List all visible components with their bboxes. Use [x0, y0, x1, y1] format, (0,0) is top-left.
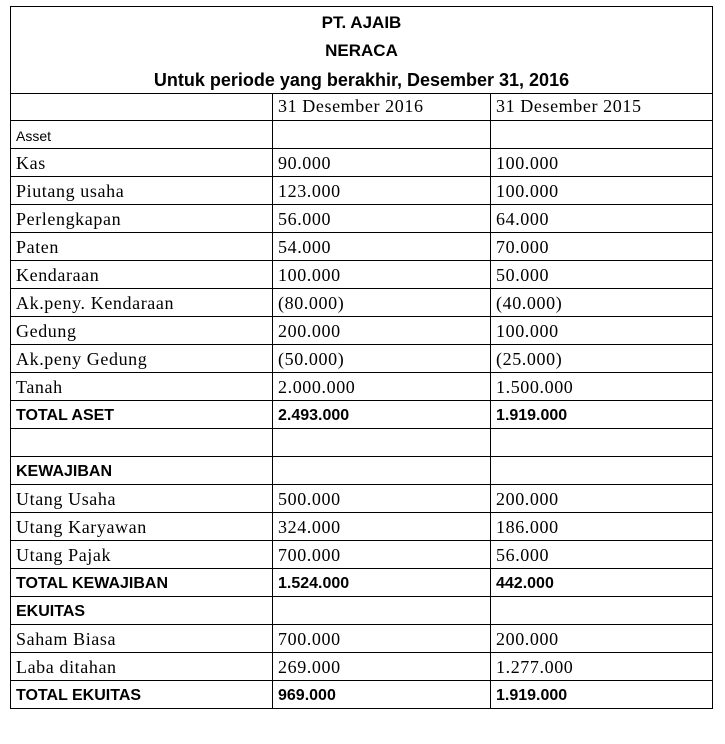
value-2015: 70.000 [491, 233, 712, 261]
value-2016: 90.000 [273, 149, 491, 177]
value-2016: (50.000) [273, 345, 491, 373]
table-row [11, 317, 712, 345]
value-2016 [273, 457, 491, 485]
column-header-row [11, 93, 712, 121]
row-label: Piutang usaha [11, 177, 273, 205]
column-header-2016: 31 Desember 2016 [273, 94, 491, 121]
table-row [11, 625, 712, 653]
table-row [11, 597, 712, 625]
row-label: Utang Karyawan [11, 513, 273, 541]
table-row [11, 121, 712, 149]
table-body [11, 121, 712, 709]
column-header-2015: 31 Desember 2015 [491, 94, 712, 121]
value-2016: 700.000 [273, 541, 491, 569]
row-label: Ak.peny. Kendaraan [11, 289, 273, 317]
value-2016 [273, 429, 491, 457]
value-2016: 969.000 [273, 681, 491, 709]
value-2015: 64.000 [491, 205, 712, 233]
row-label: Asset [11, 121, 273, 149]
table-row [11, 653, 712, 681]
value-2016: 700.000 [273, 625, 491, 653]
table-row [11, 233, 712, 261]
value-2016: 123.000 [273, 177, 491, 205]
value-2015 [491, 121, 712, 149]
value-2016: (80.000) [273, 289, 491, 317]
table-row [11, 429, 712, 457]
value-2015: 442.000 [491, 569, 712, 597]
value-2015: 100.000 [491, 177, 712, 205]
table-row [11, 541, 712, 569]
table-row [11, 401, 712, 429]
value-2016: 269.000 [273, 653, 491, 681]
row-label: TOTAL KEWAJIBAN [11, 569, 273, 597]
value-2015: (40.000) [491, 289, 712, 317]
table-row [11, 205, 712, 233]
value-2016: 1.524.000 [273, 569, 491, 597]
table-row [11, 485, 712, 513]
value-2016: 2.000.000 [273, 373, 491, 401]
row-label: EKUITAS [11, 597, 273, 625]
row-label: KEWAJIBAN [11, 457, 273, 485]
report-period: Untuk periode yang berakhir, Desember 31, 2016 [153, 70, 570, 90]
value-2015: 100.000 [491, 149, 712, 177]
value-2016 [273, 597, 491, 625]
table-row [11, 177, 712, 205]
value-2016: 200.000 [273, 317, 491, 345]
value-2015: 1.277.000 [491, 653, 712, 681]
value-2016: 2.493.000 [273, 401, 491, 429]
row-label: Paten [11, 233, 273, 261]
value-2015: 1.500.000 [491, 373, 712, 401]
row-label: Saham Biasa [11, 625, 273, 653]
table-row [11, 289, 712, 317]
row-label: Utang Pajak [11, 541, 273, 569]
value-2015 [491, 429, 712, 457]
row-label: TOTAL EKUITAS [11, 681, 273, 709]
value-2016: 100.000 [273, 261, 491, 289]
table-row [11, 513, 712, 541]
value-2016: 54.000 [273, 233, 491, 261]
table-row [11, 569, 712, 597]
report-title: NERACA [325, 41, 398, 60]
table-row [11, 345, 712, 373]
row-label: Tanah [11, 373, 273, 401]
row-label: Ak.peny Gedung [11, 345, 273, 373]
row-label: Kas [11, 149, 273, 177]
value-2015: 50.000 [491, 261, 712, 289]
value-2016: 324.000 [273, 513, 491, 541]
value-2015: 56.000 [491, 541, 712, 569]
row-label: Kendaraan [11, 261, 273, 289]
table-row [11, 681, 712, 709]
value-2016: 500.000 [273, 485, 491, 513]
row-label: Gedung [11, 317, 273, 345]
balance-sheet [10, 6, 713, 709]
row-label: Utang Usaha [11, 485, 273, 513]
row-label [11, 429, 273, 457]
value-2015: 1.919.000 [491, 401, 712, 429]
table-row [11, 373, 712, 401]
table-row [11, 149, 712, 177]
value-2015 [491, 597, 712, 625]
value-2015: 200.000 [491, 625, 712, 653]
value-2015 [491, 457, 712, 485]
value-2015: 1.919.000 [491, 681, 712, 709]
value-2016: 56.000 [273, 205, 491, 233]
value-2015: 186.000 [491, 513, 712, 541]
table-row [11, 261, 712, 289]
row-label: TOTAL ASET [11, 401, 273, 429]
column-header-label [11, 94, 273, 121]
value-2015: 200.000 [491, 485, 712, 513]
value-2015: (25.000) [491, 345, 712, 373]
value-2015: 100.000 [491, 317, 712, 345]
table-row [11, 457, 712, 485]
row-label: Perlengkapan [11, 205, 273, 233]
value-2016 [273, 121, 491, 149]
company-name: PT. AJAIB [321, 13, 402, 32]
row-label: Laba ditahan [11, 653, 273, 681]
